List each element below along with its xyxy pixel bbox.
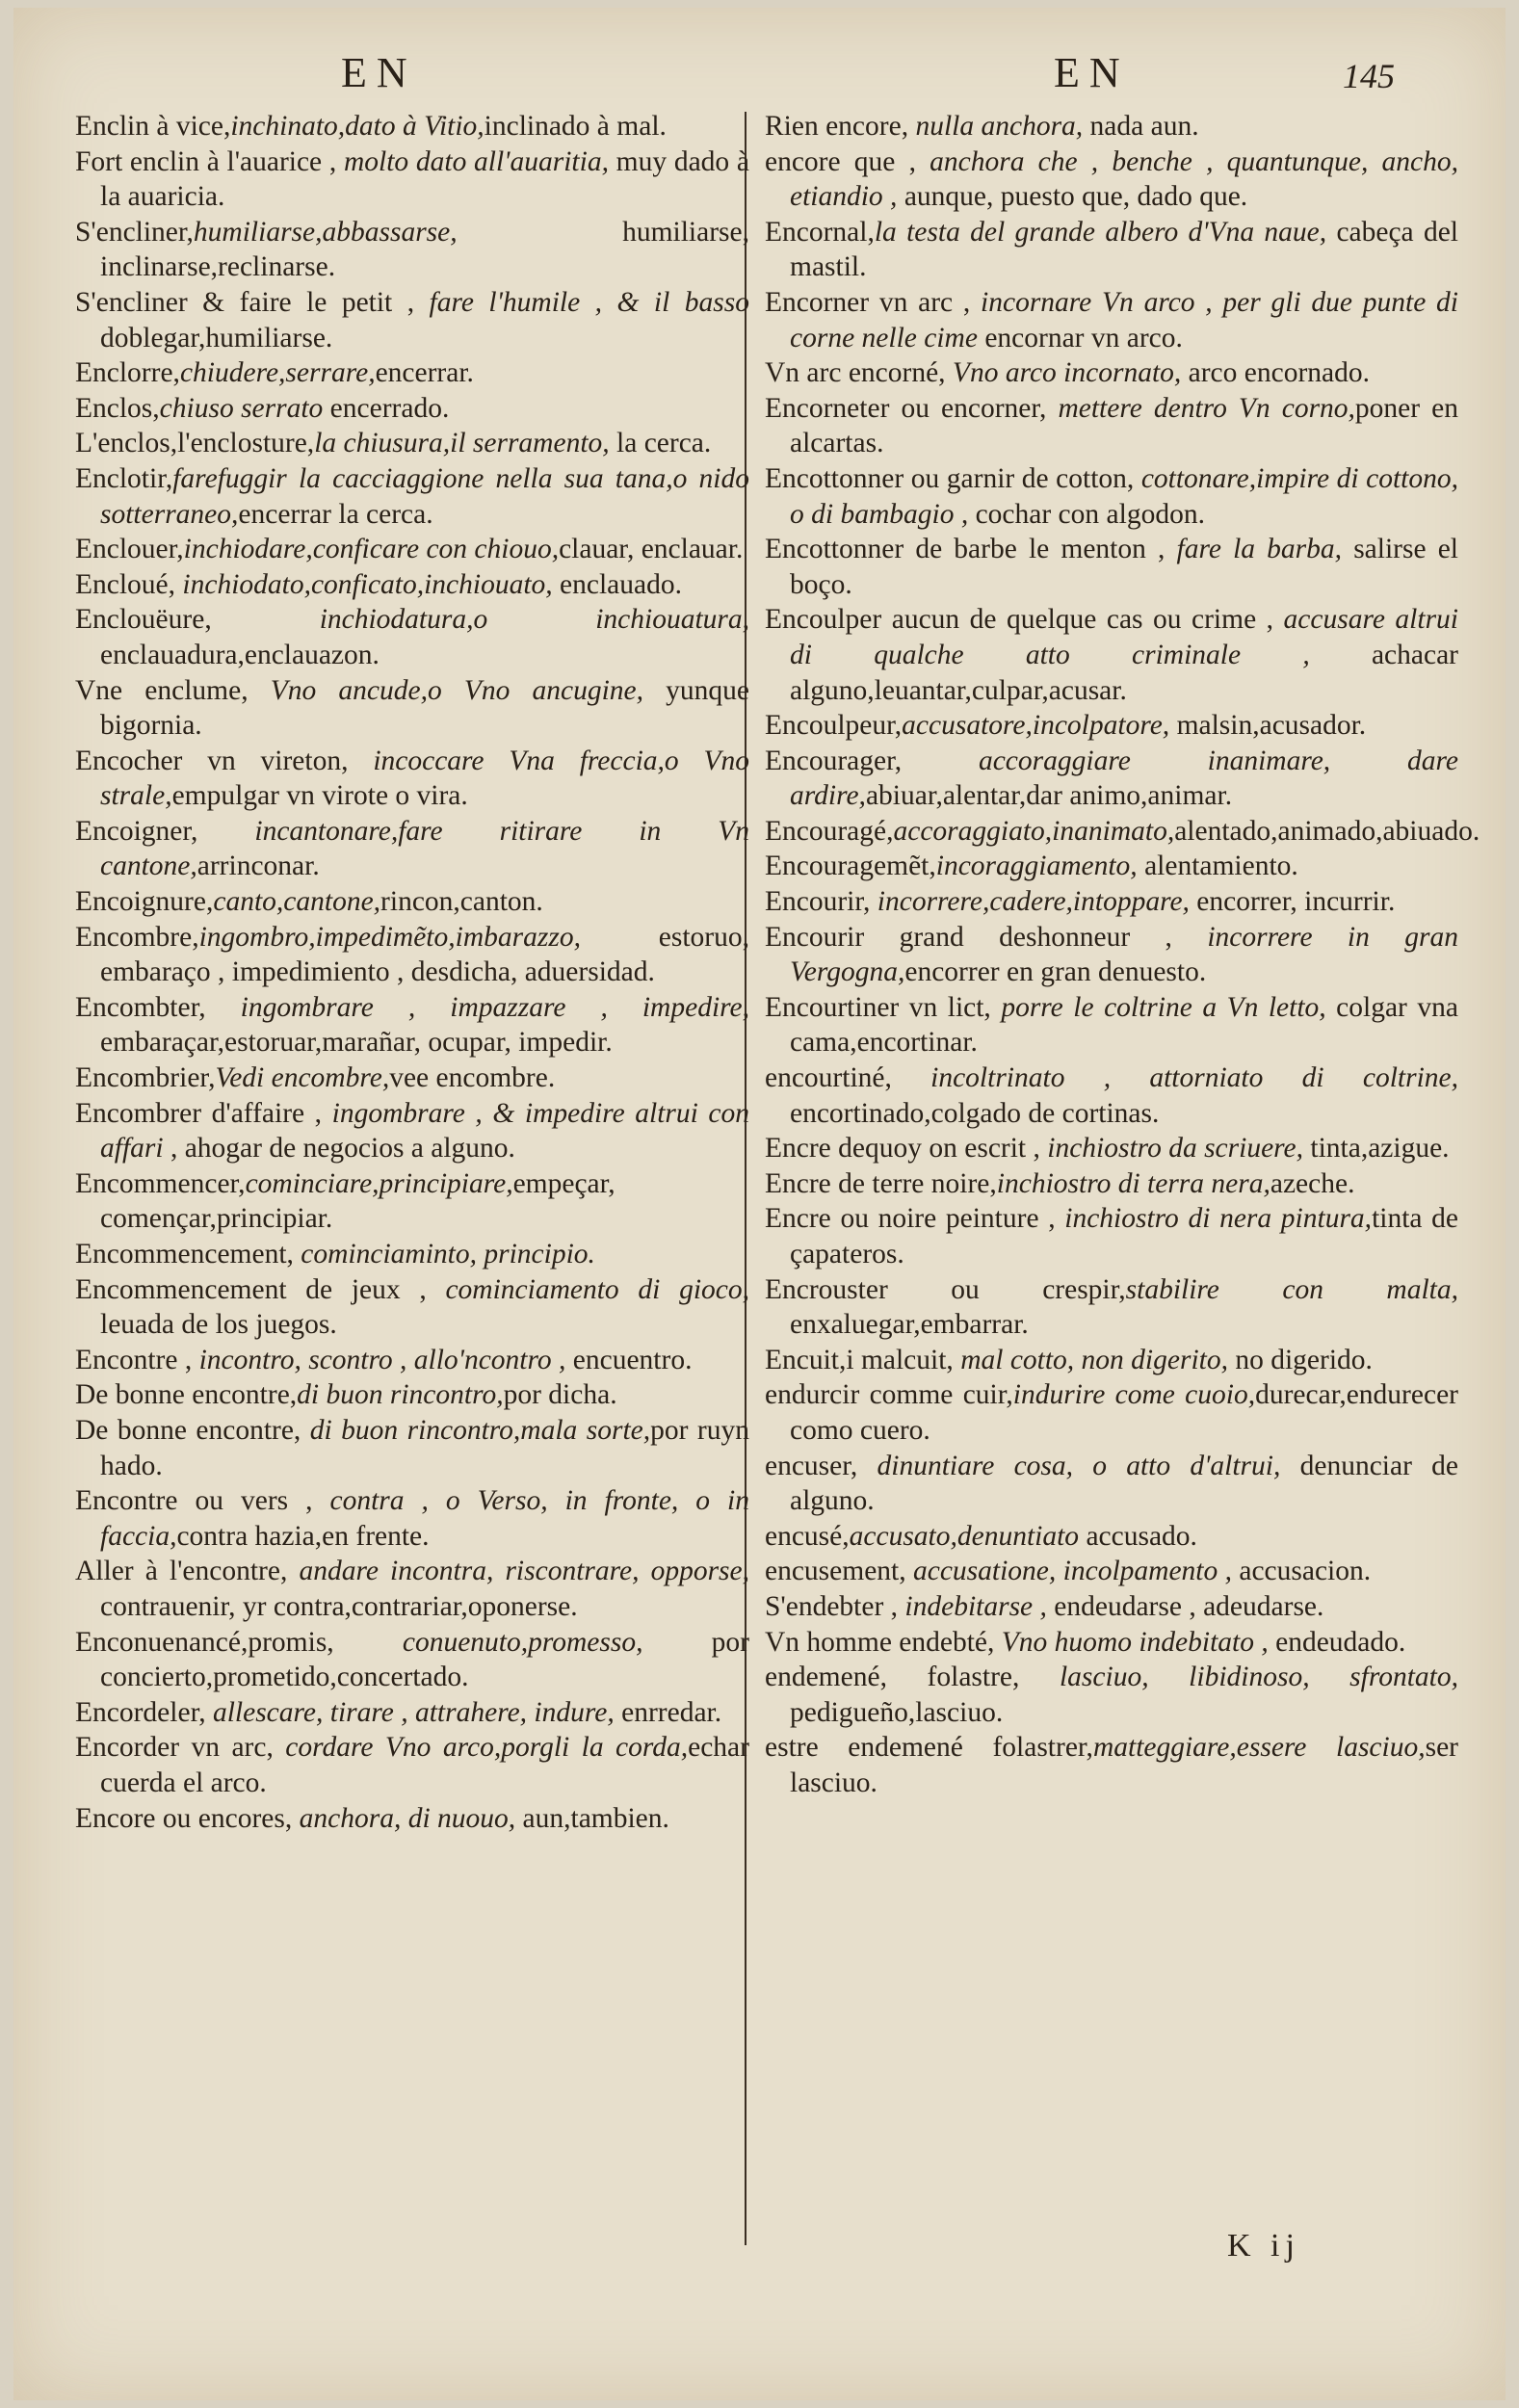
dictionary-entry xyxy=(75,1413,749,1483)
spanish-gloss: cabeça del mastil. xyxy=(790,216,1458,283)
dictionary-entry xyxy=(75,1801,749,1837)
spanish-gloss: embaraçar,estoruar,marañar, ocupar, impedir. xyxy=(100,1027,613,1059)
italian-gloss: dinuntiare cosa, o atto d'altrui, xyxy=(877,1450,1281,1481)
headword: Encommencement, xyxy=(75,1239,301,1269)
dictionary-entry xyxy=(75,355,749,391)
spanish-gloss: cochar con algodon. xyxy=(968,498,1205,530)
italian-gloss: anchora che , benche , quantunque, ancho, etiandio , xyxy=(790,145,1458,213)
italian-gloss: cominciaminto, principio. xyxy=(301,1239,595,1269)
spanish-gloss: malsin,acusador. xyxy=(1169,710,1367,742)
headword: Vne enclume, xyxy=(75,674,271,706)
headword: Encourir, xyxy=(765,886,877,918)
spanish-gloss: alentado,animado,abiuado. xyxy=(1174,815,1480,847)
dictionary-entry xyxy=(75,1272,749,1343)
italian-gloss: incorrere in gran Vergogna, xyxy=(790,921,1458,988)
headword: Encombter, xyxy=(75,991,241,1023)
spanish-gloss: contrauenir, yr contra,contrariar,oponerse. xyxy=(100,1590,578,1622)
dictionary-entry xyxy=(765,1166,1458,1202)
spanish-gloss: por ruyn hado. xyxy=(100,1414,749,1481)
headword: Encombre, xyxy=(75,921,199,953)
dictionary-entry xyxy=(75,1554,749,1624)
spanish-gloss: contra hazia,en frente. xyxy=(176,1520,430,1552)
italian-gloss: stabilire con malta, xyxy=(1125,1273,1458,1305)
italian-gloss: incoccare Vna freccia,o Vno strale, xyxy=(100,745,749,812)
dictionary-entry xyxy=(75,109,749,144)
spanish-gloss: nada aun. xyxy=(1083,111,1199,142)
headword: Encoulpeur, xyxy=(765,710,903,742)
italian-gloss: andare incontra, riscontrare, opporse, xyxy=(299,1556,749,1587)
spanish-gloss: no digerido. xyxy=(1227,1344,1373,1375)
running-header xyxy=(13,48,1506,116)
signature-mark: K ij xyxy=(1227,2228,1300,2264)
spanish-gloss: abiuar,alentar,dar animo,animar. xyxy=(865,780,1233,812)
headword: Encottonner ou garnir de cotton, xyxy=(765,462,1141,494)
spanish-gloss: alentamiento. xyxy=(1137,851,1298,882)
spanish-gloss: accusado. xyxy=(1079,1520,1197,1552)
italian-gloss: accusato,denuntiato xyxy=(849,1520,1080,1552)
dictionary-entry xyxy=(75,744,749,814)
spanish-gloss: ser lasciuo. xyxy=(790,1732,1458,1798)
headword: Encontre , xyxy=(75,1344,199,1375)
italian-gloss: incoltrinato , attorniato di coltrine, xyxy=(930,1062,1458,1094)
italian-gloss: ingombrare , impazzare , impedire, xyxy=(240,991,749,1023)
spanish-gloss: enclauado. xyxy=(552,568,682,600)
italian-gloss: Vno ancude,o Vno ancugine, xyxy=(270,674,644,706)
spanish-gloss: empeçar, començar,principiar. xyxy=(100,1167,615,1235)
italian-gloss: conuenuto,promesso, xyxy=(402,1626,643,1658)
headword: Encorneter ou encorner, xyxy=(765,392,1059,424)
italian-gloss: farefuggir la cacciaggione nella sua tana,o nido sotterraneo, xyxy=(100,462,749,530)
dictionary-entry xyxy=(765,215,1458,285)
spanish-gloss: azeche. xyxy=(1270,1167,1355,1199)
spanish-gloss: arco encornado. xyxy=(1181,357,1371,389)
dictionary-entry xyxy=(75,990,749,1060)
italian-gloss: di buon rincontro,mala sorte, xyxy=(309,1414,651,1446)
italian-gloss: matteggiare,essere lasciuo, xyxy=(1092,1732,1426,1764)
headword: Encoigner, xyxy=(75,815,255,847)
italian-gloss: chiuso serrato xyxy=(159,392,324,424)
spanish-gloss: vee encombre. xyxy=(389,1062,556,1094)
headword: encore que , xyxy=(765,145,930,177)
dictionary-entry xyxy=(765,708,1458,744)
page-number: 145 xyxy=(1343,57,1395,95)
headword: Encouragemẽt, xyxy=(765,851,936,882)
italian-gloss: la chiusura,il serramento, xyxy=(314,428,610,459)
headword: Encontre ou vers , xyxy=(75,1485,330,1517)
dictionary-entry xyxy=(765,1272,1458,1343)
headword: Encoulper aucun de quelque cas ou crime , xyxy=(765,604,1284,636)
dictionary-entry xyxy=(765,355,1458,391)
spanish-gloss: doblegar,humiliarse. xyxy=(100,322,333,353)
spanish-gloss: yunque bigornia. xyxy=(100,674,749,742)
dictionary-entry xyxy=(75,391,749,427)
spanish-gloss: poner en alcartas. xyxy=(790,392,1458,459)
headword: Encottonner de barbe le menton , xyxy=(765,534,1177,565)
spanish-gloss: enxaluegar,embarrar. xyxy=(790,1309,1029,1341)
dictionary-entry xyxy=(75,1625,749,1695)
headword: Encoignure, xyxy=(75,886,214,918)
dictionary-entry xyxy=(75,1377,749,1413)
italian-gloss: accoraggiare inanimare, dare ardire, xyxy=(790,745,1458,812)
italian-gloss: indebitarse , xyxy=(904,1590,1047,1622)
dictionary-entry xyxy=(75,144,749,215)
headword: Enclouëure, xyxy=(75,604,320,636)
headword: L'enclos,l'enclosture, xyxy=(75,428,315,459)
headword: endemené, folastre, xyxy=(765,1662,1060,1693)
italian-gloss: indurire come cuoio, xyxy=(1012,1379,1256,1411)
spanish-gloss: tinta de çapateros. xyxy=(790,1203,1459,1269)
dictionary-entry xyxy=(765,532,1458,602)
italian-gloss: incontro, scontro , allo'ncontro , xyxy=(198,1344,566,1375)
headword: Encourtiner vn lict, xyxy=(765,991,1002,1023)
spanish-gloss: la cerca. xyxy=(609,428,712,459)
headword: Enclotir, xyxy=(75,462,173,494)
italian-gloss: inchiodatura,o inchiouatura, xyxy=(319,604,749,636)
headword: encusé, xyxy=(765,1520,850,1552)
italian-gloss: contra , o Verso, in fronte, o in faccia, xyxy=(100,1485,749,1552)
dictionary-entry xyxy=(75,1343,749,1378)
spanish-gloss: empulgar vn virote o vira. xyxy=(171,780,468,812)
headword: Encre de terre noire, xyxy=(765,1167,997,1199)
headword: Encourager, xyxy=(765,745,979,776)
dictionary-entry xyxy=(75,673,749,744)
right-column xyxy=(765,109,1480,1801)
spanish-gloss: encerrado. xyxy=(323,392,450,424)
spanish-gloss: muy dado à la auaricia. xyxy=(100,145,749,213)
italian-gloss: nulla anchora, xyxy=(915,111,1084,142)
italian-gloss: lasciuo, libidinoso, sfrontato, xyxy=(1059,1662,1458,1693)
spanish-gloss: pedigueño,lasciuo. xyxy=(790,1696,1004,1728)
dictionary-page xyxy=(13,8,1506,2400)
dictionary-entry xyxy=(765,285,1458,355)
headword: Encrouster ou crespir, xyxy=(765,1273,1126,1305)
dictionary-entry xyxy=(75,426,749,461)
italian-gloss: fare la barba, xyxy=(1176,534,1343,565)
spanish-gloss: encorrer en gran denuesto. xyxy=(904,956,1207,988)
italian-gloss: mal cotto, non digerito, xyxy=(960,1344,1228,1375)
italian-gloss: chiudere,serrare, xyxy=(179,357,376,389)
dictionary-entry xyxy=(765,1449,1458,1519)
spanish-gloss: enclauadura,enclauazon. xyxy=(100,639,380,670)
italian-gloss: inchiostro di nera pintura, xyxy=(1064,1203,1373,1235)
dictionary-entry xyxy=(75,1695,749,1731)
dictionary-entry xyxy=(765,1201,1458,1271)
headword: Encorner vn arc , xyxy=(765,286,982,318)
italian-gloss: di buon rincontro, xyxy=(297,1379,504,1411)
headword: Vn homme endebté, xyxy=(765,1626,1002,1658)
italian-gloss: inchiostro di terra nera, xyxy=(996,1167,1270,1199)
dictionary-entry xyxy=(765,814,1480,850)
headword: De bonne encontre, xyxy=(75,1379,298,1411)
spanish-gloss: colgar vna cama,encortinar. xyxy=(790,991,1458,1059)
dictionary-entry xyxy=(75,920,749,990)
dictionary-entry xyxy=(765,1519,1458,1555)
dictionary-entry xyxy=(75,814,749,884)
dictionary-entry xyxy=(75,532,749,567)
headword: Encre dequoy on escrit , xyxy=(765,1133,1048,1165)
spanish-gloss: accusacion. xyxy=(1231,1556,1372,1587)
headword: Encocher vn vireton, xyxy=(75,745,374,776)
italian-gloss: canto,cantone, xyxy=(213,886,381,918)
dictionary-entry xyxy=(765,1625,1458,1661)
dictionary-entry xyxy=(765,1377,1458,1448)
spanish-gloss: endeudado. xyxy=(1268,1626,1406,1658)
dictionary-entry xyxy=(765,884,1458,920)
headword: Enclouer, xyxy=(75,534,184,565)
dictionary-entry xyxy=(765,744,1458,814)
dictionary-entry xyxy=(75,1096,749,1166)
dictionary-entry xyxy=(75,1166,749,1237)
spanish-gloss: tinta,azigue. xyxy=(1303,1133,1450,1165)
dictionary-entry xyxy=(765,920,1458,990)
italian-gloss: Vedi encombre, xyxy=(215,1062,390,1094)
italian-gloss: cominciamento di gioco, xyxy=(445,1273,749,1305)
dictionary-entry xyxy=(765,1660,1458,1730)
spanish-gloss: por dicha. xyxy=(503,1379,617,1411)
headword: Aller à l'encontre, xyxy=(75,1556,300,1587)
italian-gloss: inchinato,dato à Vitio, xyxy=(230,111,485,142)
dictionary-entry xyxy=(765,990,1458,1060)
spanish-gloss: encornar vn arco. xyxy=(977,322,1183,353)
italian-gloss: incorrere,cadere,intoppare, xyxy=(877,886,1190,918)
spanish-gloss: leuada de los juegos. xyxy=(100,1309,337,1341)
headword: Enclorre, xyxy=(75,357,180,389)
dictionary-entry xyxy=(765,461,1458,532)
headword: encourtiné, xyxy=(765,1062,931,1094)
left-column xyxy=(75,109,749,1836)
dictionary-entry xyxy=(765,109,1458,144)
spanish-gloss: aunque, puesto que, dado que. xyxy=(897,181,1248,213)
spanish-gloss: enrredar. xyxy=(614,1696,722,1728)
italian-gloss: incantonare,fare ritirare in Vn cantone, xyxy=(100,815,749,882)
italian-gloss: incoraggiamento, xyxy=(935,851,1138,882)
spanish-gloss: encuentro. xyxy=(565,1344,693,1375)
italian-gloss: cominciare,principiare, xyxy=(245,1167,513,1199)
spanish-gloss: por concierto,prometido,concertado. xyxy=(100,1626,749,1693)
headword: Encre ou noire peinture , xyxy=(765,1203,1065,1235)
headword: Encombrier, xyxy=(75,1062,216,1094)
headword: Encommencement de jeux , xyxy=(75,1273,446,1305)
spanish-gloss: humiliarse, inclinarse,reclinarse. xyxy=(100,216,749,283)
italian-gloss: accoraggiato,inanimato, xyxy=(893,815,1175,847)
spanish-gloss: salirse el boço. xyxy=(790,534,1458,600)
italian-gloss: cottonare,impire di cottono, o di bambagio , xyxy=(790,462,1458,530)
dictionary-entry xyxy=(765,602,1458,708)
spanish-gloss: encerrar. xyxy=(375,357,474,389)
dictionary-entry xyxy=(765,391,1458,461)
headword: Encore ou encores, xyxy=(75,1802,300,1834)
italian-gloss: mettere dentro Vn corno, xyxy=(1058,392,1355,424)
headword: encusement, xyxy=(765,1556,913,1587)
dictionary-entry xyxy=(75,215,749,285)
headword: Encombrer d'affaire , xyxy=(75,1097,332,1129)
spanish-gloss: arrinconar. xyxy=(196,851,320,882)
italian-gloss: molto dato all'auaritia, xyxy=(343,145,609,177)
italian-gloss: inchiostro da scriuere, xyxy=(1047,1133,1304,1165)
dictionary-entry xyxy=(765,849,1458,884)
headword: endurcir comme cuir, xyxy=(765,1379,1013,1411)
headword: S'endebter , xyxy=(765,1590,905,1622)
header-left: EN xyxy=(341,49,417,96)
headword: Encuit,i malcuit, xyxy=(765,1344,961,1375)
italian-gloss: ingombrare , & impedire altrui con affari xyxy=(100,1097,749,1165)
spanish-gloss: encortinado,colgado de cortinas. xyxy=(790,1097,1160,1129)
spanish-gloss: encerrar la cerca. xyxy=(238,498,433,530)
dictionary-entry xyxy=(75,1237,749,1272)
spanish-gloss: inclinado à mal. xyxy=(484,111,667,142)
headword: S'encliner & faire le petit , xyxy=(75,286,430,318)
headword: Enclin à vice, xyxy=(75,111,231,142)
dictionary-entry xyxy=(75,884,749,920)
headword: Encourir grand deshonneur , xyxy=(765,921,1208,953)
spanish-gloss: clauar, enclauar. xyxy=(559,534,744,565)
dictionary-entry xyxy=(765,144,1458,215)
headword: Encommencer, xyxy=(75,1167,246,1199)
dictionary-entry xyxy=(765,1589,1458,1625)
dictionary-entry xyxy=(765,1730,1458,1800)
dictionary-entry xyxy=(75,461,749,532)
dictionary-entry xyxy=(75,567,749,603)
headword: Encordeler, xyxy=(75,1696,213,1728)
headword: Enclos, xyxy=(75,392,160,424)
italian-gloss: accusare altrui di qualche atto criminale , xyxy=(790,604,1458,670)
spanish-gloss: estoruo, embaraço , impedimiento , desdicha, aduersidad. xyxy=(100,921,749,988)
italian-gloss: inchiodare,conficare con chiouo, xyxy=(183,534,560,565)
spanish-gloss: achacar alguno,leuantar,culpar,acusar. xyxy=(790,639,1459,706)
headword: Encloué, xyxy=(75,568,183,600)
spanish-gloss: echar cuerda el arco. xyxy=(100,1732,749,1798)
dictionary-entry xyxy=(765,1554,1458,1589)
spanish-gloss: aun,tambien. xyxy=(515,1802,669,1834)
italian-gloss: incornare Vn arco , per gli due punte di corne nelle cime xyxy=(790,286,1459,353)
headword: Encouragé, xyxy=(765,815,894,847)
italian-gloss: ingombro,impedimẽto,imbarazzo, xyxy=(198,921,581,953)
dictionary-entry xyxy=(75,1730,749,1800)
headword: Vn arc encorné, xyxy=(765,357,953,389)
dictionary-entry xyxy=(75,1060,749,1096)
headword: Fort enclin à l'auarice , xyxy=(75,145,344,177)
spanish-gloss: durecar,endurecer como cuero. xyxy=(790,1379,1458,1446)
italian-gloss: allescare, tirare , attrahere, indure, xyxy=(212,1696,615,1728)
header-right: EN xyxy=(1054,49,1130,96)
spanish-gloss: denunciar de alguno. xyxy=(790,1450,1458,1517)
spanish-gloss: , ahogar de negocios a alguno. xyxy=(163,1133,515,1165)
headword: Rien encore, xyxy=(765,111,916,142)
headword: estre endemené folastrer, xyxy=(765,1732,1093,1764)
headword: De bonne encontre, xyxy=(75,1414,310,1446)
headword: encuser, xyxy=(765,1450,877,1481)
dictionary-entry xyxy=(75,602,749,672)
dictionary-entry xyxy=(75,285,749,355)
dictionary-entry xyxy=(75,1483,749,1554)
italian-gloss: Vno huomo indebitato , xyxy=(1001,1626,1269,1658)
spanish-gloss: endeudarse , adeudarse. xyxy=(1046,1590,1324,1622)
italian-gloss: porre le coltrine a Vn letto, xyxy=(1001,991,1326,1023)
dictionary-entry xyxy=(765,1131,1458,1166)
italian-gloss: la testa del grande albero d'Vna naue, xyxy=(874,216,1327,248)
italian-gloss: accusatore,incolpatore, xyxy=(902,710,1170,742)
italian-gloss: inchiodato,conficato,inchiouato, xyxy=(182,568,553,600)
headword: Enconuenancé,promis, xyxy=(75,1626,403,1658)
italian-gloss: anchora, di nuouo, xyxy=(299,1802,516,1834)
italian-gloss: cordare Vno arco,porgli la corda, xyxy=(285,1732,689,1764)
italian-gloss: Vno arco incornato, xyxy=(952,357,1182,389)
italian-gloss: accusatione, incolpamento , xyxy=(913,1556,1232,1587)
headword: Encornal, xyxy=(765,216,875,248)
spanish-gloss: rincon,canton. xyxy=(380,886,543,918)
headword: S'encliner, xyxy=(75,216,194,248)
spanish-gloss: encorrer, incurrir. xyxy=(1189,886,1396,918)
italian-gloss: humiliarse,abbassarse, xyxy=(193,216,458,248)
dictionary-entry xyxy=(765,1060,1458,1131)
headword: Encorder vn arc, xyxy=(75,1732,286,1764)
dictionary-entry xyxy=(765,1343,1458,1378)
italian-gloss: fare l'humile , & il basso xyxy=(429,286,749,318)
